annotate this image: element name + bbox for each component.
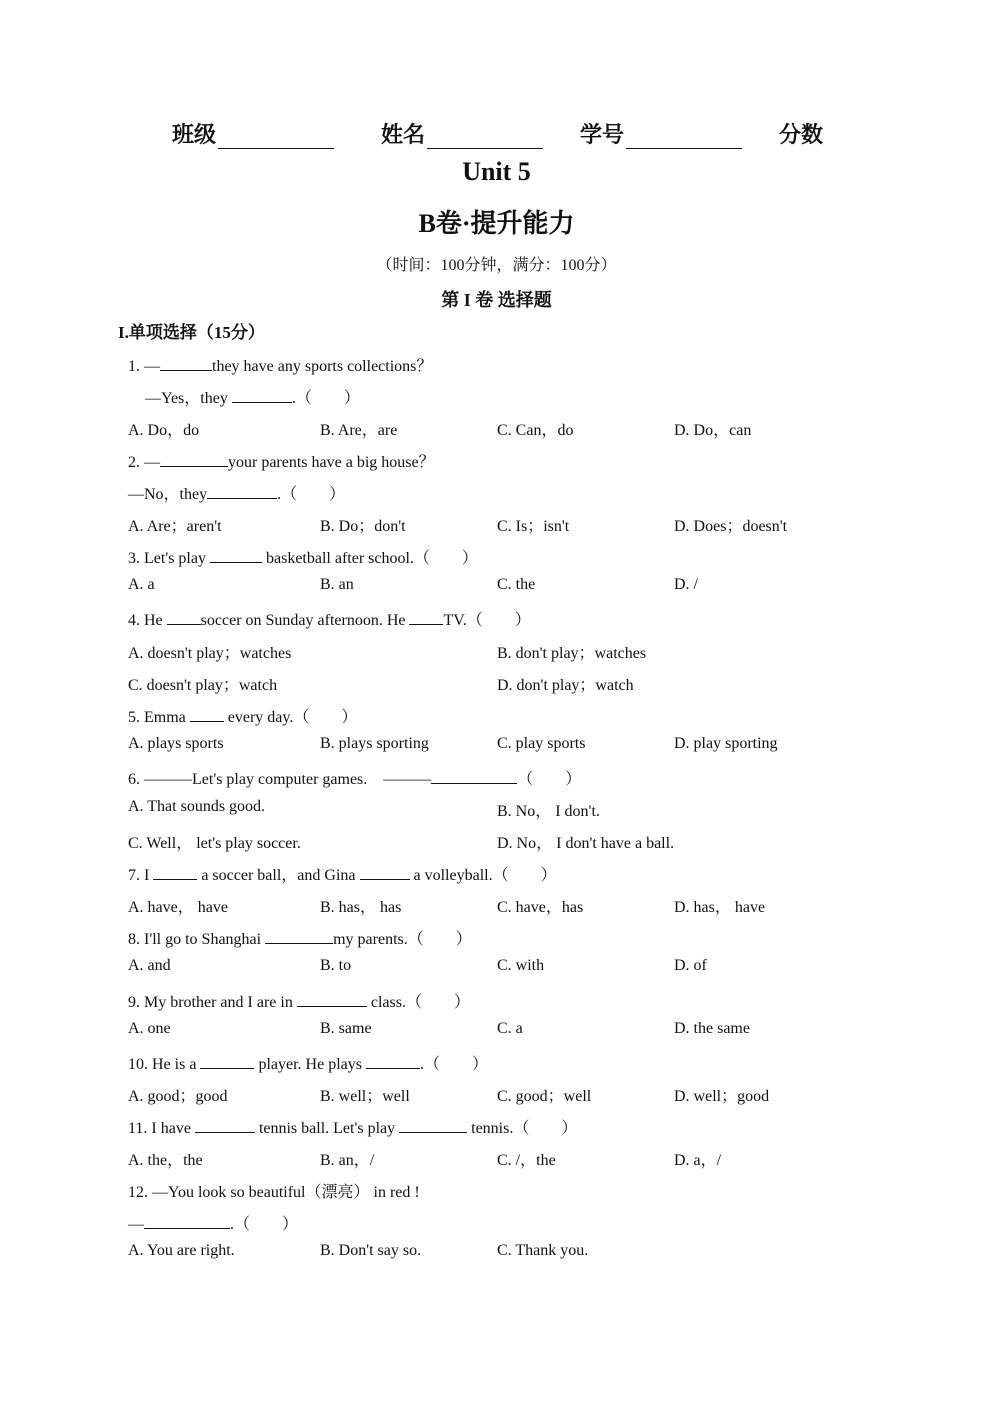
- q12-option-b[interactable]: B. Don't say so.: [320, 1242, 422, 1259]
- q6-option-b[interactable]: B. No， I don't.: [497, 803, 600, 820]
- q2-option-d[interactable]: D. Does；doesn't: [674, 518, 788, 535]
- answer-blank[interactable]: [144, 1214, 230, 1229]
- paper-title: B卷·提升能力: [418, 209, 575, 238]
- answer-blank[interactable]: [160, 356, 212, 371]
- q6-option-a[interactable]: A. That sounds good.: [128, 798, 266, 815]
- q4-option-d[interactable]: D. don't play；watch: [497, 677, 634, 694]
- time-note: （时间：100分钟，满分：100分）: [376, 257, 617, 274]
- question-4: 4. He soccer on Sunday afternoon. He TV.（ ）: [128, 612, 531, 629]
- q1-option-c[interactable]: C. Can，do: [497, 422, 574, 439]
- q4-option-a[interactable]: A. doesn't play；watches: [128, 645, 292, 662]
- question-2-response: —No，they .（ ）: [128, 486, 346, 503]
- answer-blank[interactable]: [190, 707, 224, 722]
- q7-option-d[interactable]: D. has， have: [674, 899, 766, 916]
- q7-option-a[interactable]: A. have， have: [128, 899, 228, 916]
- student-info-row: [0, 118, 993, 152]
- q1-option-d[interactable]: D. Do，can: [674, 422, 752, 439]
- q3-option-d[interactable]: D. /: [674, 576, 698, 593]
- question-11: 11. I have tennis ball. Let's play tennis.（ ）: [128, 1120, 578, 1137]
- q10-option-d[interactable]: D. well；good: [674, 1088, 770, 1105]
- student-id-blank[interactable]: [626, 122, 742, 149]
- unit-title: Unit 5: [462, 157, 531, 186]
- question-3: 3. Let's play basketball after school.（ ）: [128, 550, 478, 567]
- answer-blank[interactable]: [360, 865, 410, 880]
- q5-option-c[interactable]: C. play sports: [497, 735, 586, 752]
- q5-option-d[interactable]: D. play sporting: [674, 735, 778, 752]
- q2-option-a[interactable]: A. Are；aren't: [128, 518, 222, 535]
- q11-option-b[interactable]: B. an，/: [320, 1152, 375, 1169]
- answer-blank[interactable]: [399, 1118, 467, 1133]
- answer-blank[interactable]: [366, 1054, 420, 1069]
- q1-option-b[interactable]: B. Are，are: [320, 422, 398, 439]
- q9-option-a[interactable]: A. one: [128, 1020, 171, 1037]
- q8-option-d[interactable]: D. of: [674, 957, 707, 974]
- q11-option-a[interactable]: A. the，the: [128, 1152, 203, 1169]
- q8-option-a[interactable]: A. and: [128, 957, 171, 974]
- question-5: 5. Emma every day.（ ）: [128, 709, 358, 726]
- q1-option-a[interactable]: A. Do，do: [128, 422, 200, 439]
- section-title: I.单项选择（15分）: [118, 323, 265, 342]
- answer-blank[interactable]: [297, 992, 367, 1007]
- q3-option-c[interactable]: C. the: [497, 576, 536, 593]
- question-12-response: — .（ ）: [128, 1216, 299, 1233]
- answer-blank[interactable]: [210, 548, 262, 563]
- student-id-field: 学号: [580, 118, 742, 149]
- question-10: 10. He is a player. He plays .（ ）: [128, 1056, 488, 1073]
- q10-option-a[interactable]: A. good；good: [128, 1088, 228, 1105]
- answer-blank[interactable]: [207, 484, 277, 499]
- answer-blank[interactable]: [167, 610, 201, 625]
- answer-blank[interactable]: [431, 769, 517, 784]
- answer-blank[interactable]: [200, 1054, 254, 1069]
- q9-option-d[interactable]: D. the same: [674, 1020, 750, 1037]
- q6-option-c[interactable]: C. Well， let's play soccer.: [128, 835, 301, 852]
- name-field: 姓名: [381, 118, 543, 149]
- question-1: 1. — they have any sports collections？: [128, 358, 433, 375]
- q3-option-b[interactable]: B. an: [320, 576, 354, 593]
- question-9: 9. My brother and I are in class.（ ）: [128, 994, 470, 1011]
- part-title: 第 I 卷 选择题: [441, 290, 552, 310]
- q11-option-c[interactable]: C. /，the: [497, 1152, 556, 1169]
- q2-option-b[interactable]: B. Do；don't: [320, 518, 406, 535]
- q7-option-b[interactable]: B. has， has: [320, 899, 402, 916]
- question-6: 6. ———Let's play computer games. ——— （ ）: [128, 771, 582, 788]
- q10-option-c[interactable]: C. good；well: [497, 1088, 592, 1105]
- question-1-response: —Yes，they .（ ）: [145, 390, 360, 407]
- q8-option-b[interactable]: B. to: [320, 957, 352, 974]
- answer-blank[interactable]: [195, 1118, 255, 1133]
- answer-blank[interactable]: [153, 865, 197, 880]
- q11-option-d[interactable]: D. a，/: [674, 1152, 722, 1169]
- q2-option-c[interactable]: C. Is；isn't: [497, 518, 570, 535]
- q8-option-c[interactable]: C. with: [497, 957, 545, 974]
- question-8: 8. I'll go to Shanghai my parents.（ ）: [128, 931, 472, 948]
- answer-blank[interactable]: [232, 388, 292, 403]
- q4-option-c[interactable]: C. doesn't play；watch: [128, 677, 278, 694]
- class-field: 班级: [172, 118, 334, 149]
- q9-option-c[interactable]: C. a: [497, 1020, 523, 1037]
- name-blank[interactable]: [427, 122, 543, 149]
- q4-option-b[interactable]: B. don't play；watches: [497, 645, 647, 662]
- q10-option-b[interactable]: B. well；well: [320, 1088, 410, 1105]
- q3-option-a[interactable]: A. a: [128, 576, 155, 593]
- class-blank[interactable]: [218, 122, 334, 149]
- answer-blank[interactable]: [409, 610, 443, 625]
- question-2: 2. — your parents have a big house？: [128, 454, 435, 471]
- q6-option-d[interactable]: D. No， I don't have a ball.: [497, 835, 675, 852]
- q7-option-c[interactable]: C. have，has: [497, 899, 584, 916]
- q9-option-b[interactable]: B. same: [320, 1020, 372, 1037]
- question-12: 12. —You look so beautiful（漂亮） in red !: [128, 1184, 420, 1201]
- question-7: 7. I a soccer ball，and Gina a volleyball.（ ）: [128, 867, 557, 884]
- q12-option-a[interactable]: A. You are right.: [128, 1242, 235, 1259]
- q5-option-b[interactable]: B. plays sporting: [320, 735, 429, 752]
- q12-option-c[interactable]: C. Thank you.: [497, 1242, 589, 1259]
- answer-blank[interactable]: [160, 452, 228, 467]
- score-label: 分数: [779, 122, 824, 147]
- answer-blank[interactable]: [265, 929, 333, 944]
- q5-option-a[interactable]: A. plays sports: [128, 735, 224, 752]
